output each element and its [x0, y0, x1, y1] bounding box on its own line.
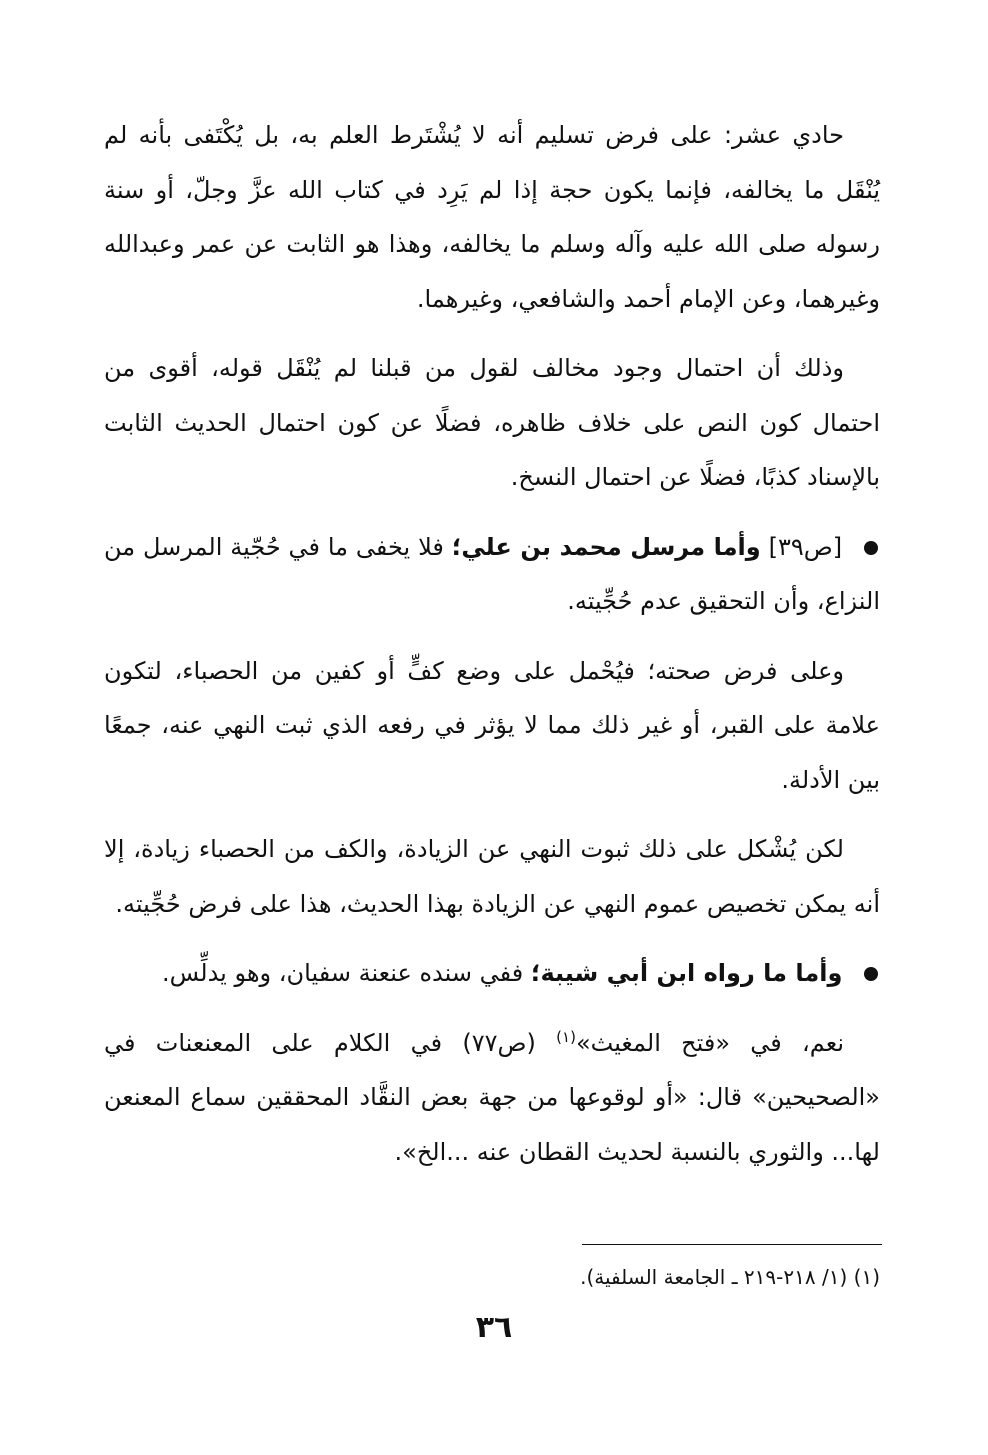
footnote-divider [582, 1244, 882, 1245]
paragraph-text: نعم، في «فتح المغيث» [575, 1028, 844, 1057]
paragraph-text: (ص٧٧) في الكلام على المعنعنات في «الصحيحين» قال: «أو لوقوعها من جهة بعض النقَّاد المحققين سماع المعنعن لها... والثوري بالنسبة لحديث القطان عنه ...الخ». [104, 1028, 880, 1166]
bullet-heading: وأما مرسل محمد بن علي؛ [451, 532, 761, 561]
paragraph-fath-al-mughith [104, 1016, 880, 1180]
paragraph-text: حادي عشر: على فرض تسليم أنه لا يُشْتَرط العلم به، بل يُكْتَفى بأنه لم يُنْقَل ما يخالفه، فإنما يكون حجة إذا لم يَرِد في كتاب الله عزَّ وجلّ، أو سنة رسوله صلى الله عليه وآله وسلم ما يخالفه، وهذا هو الثابت عن عمر وعبدالله وغيرهما، وعن الإمام أحمد والشافعي، وغيرهما. [104, 121, 880, 313]
bullet-text: فلا يخفى ما في حُجّية المرسل من النزاع، وأن التحقيق عدم حُجِّيته. [104, 532, 880, 615]
paragraph-text: وعلى فرض صحته؛ فيُحْمل على وضع كفٍّ أو كفين من الحصباء، لتكون علامة على القبر، أو غير ذلك مما لا يؤثر في رفعه الذي ثبت النهي عنه، جمعًا بين الأدلة. [104, 656, 880, 794]
bullet-item-ibn-abi-shaybah [104, 946, 880, 1001]
footnote-marker: (١) [556, 1027, 576, 1046]
paragraph-assumption [104, 644, 880, 808]
footnote-text: (١) (١/ ٢١٨-٢١٩ ـ الجامعة السلفية). [580, 1265, 880, 1289]
page-reference: [ص٣٩] [768, 532, 843, 561]
bullet-heading: وأما ما رواه ابن أبي شيبة؛ [530, 959, 843, 987]
paragraph-objection [104, 822, 880, 931]
paragraph-reasoning [104, 341, 880, 505]
paragraph-text: وذلك أن احتمال وجود مخالف لقول من قبلنا لم يُنْقَل قوله، أقوى من احتمال كون النص على خلاف ظاهره، فضلًا عن كون احتمال الحديث الثابت بالإسناد كذبًا، فضلًا عن احتمال النسخ. [104, 354, 880, 491]
bullet-icon [864, 541, 878, 555]
bullet-icon [864, 967, 878, 981]
footnote [104, 1262, 880, 1292]
page-number: ٣٦ [475, 1310, 513, 1345]
paragraph-text: لكن يُشْكل على ذلك ثبوت النهي عن الزيادة، والكف من الحصباء زيادة، إلا أنه يمكن تخصيص عموم النهي عن الزيادة بهذا الحديث، هذا على فرض حُجِّيته. [104, 835, 880, 918]
main-text [104, 108, 880, 1194]
bullet-item-mursal [104, 520, 880, 629]
paragraph-eleventh [104, 108, 880, 326]
bullet-text: ففي سنده عنعنة سفيان، وهو يدلِّس. [162, 959, 524, 987]
